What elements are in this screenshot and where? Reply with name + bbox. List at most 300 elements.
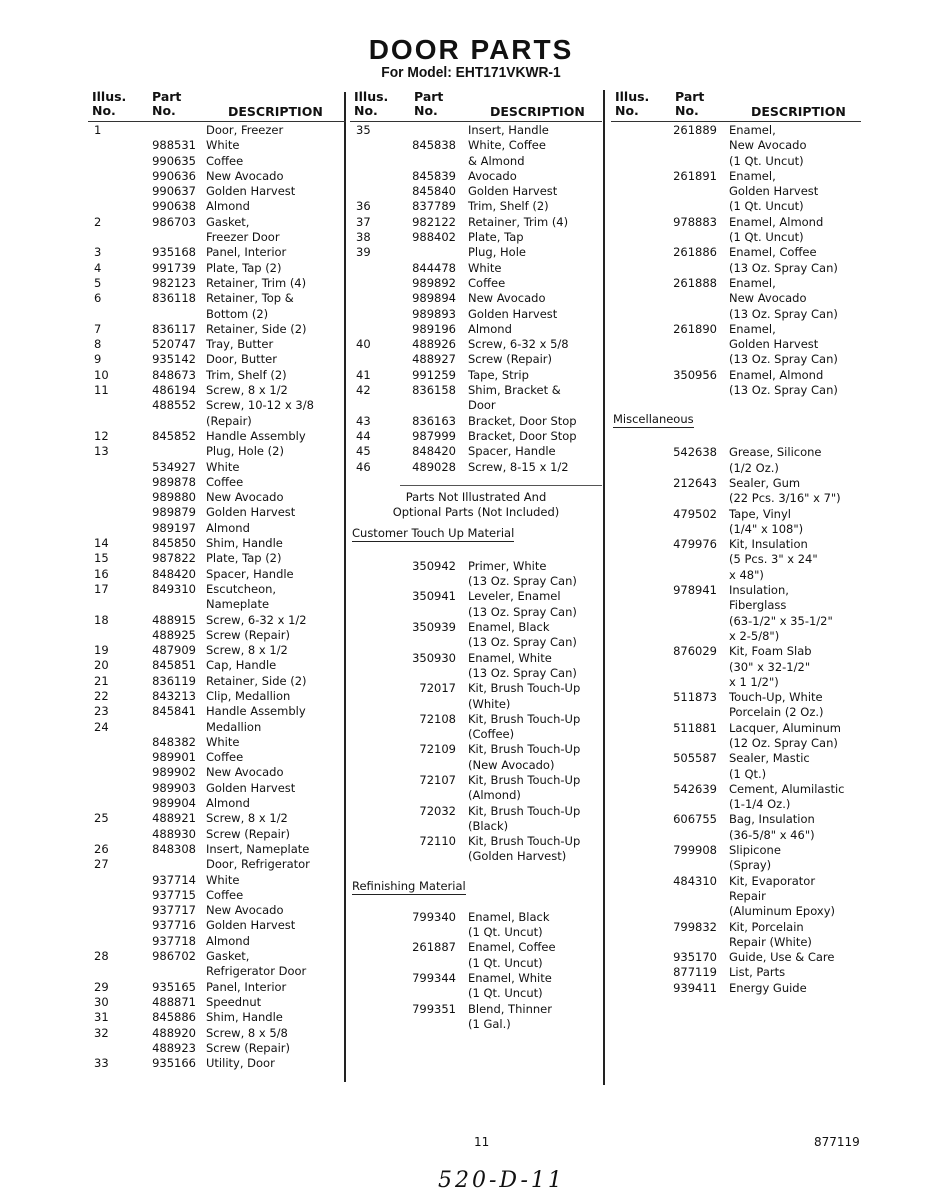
part-number: 799832	[673, 919, 717, 934]
part-number: 837789	[412, 199, 456, 214]
parts-row	[611, 736, 861, 751]
parts-row	[350, 230, 602, 245]
part-description: (1 Qt. Uncut)	[468, 986, 543, 1001]
parts-row	[611, 950, 861, 965]
part-description: Enamel,	[729, 275, 776, 290]
parts-row	[350, 681, 602, 696]
parts-row	[88, 307, 346, 322]
part-description: Retainer, Top &	[206, 291, 294, 306]
part-number: 72110	[419, 834, 456, 849]
illus-number: 16	[94, 566, 109, 581]
part-description: (22 Pcs. 3/16" x 7")	[729, 491, 841, 506]
part-number: 978941	[673, 583, 717, 598]
part-number: 542639	[673, 781, 717, 796]
parts-row	[88, 460, 346, 475]
parts-row	[88, 658, 346, 673]
part-number: 989196	[412, 321, 456, 336]
part-number: 991259	[412, 367, 456, 382]
part-number: 72107	[419, 772, 456, 787]
parts-row	[350, 925, 602, 940]
parts-row	[611, 138, 861, 153]
part-description: (13 Oz. Spray Can)	[468, 665, 577, 680]
parts-row	[611, 660, 861, 675]
illus-number: 8	[94, 337, 102, 352]
refinishing-list	[350, 910, 602, 1032]
parts-row	[611, 675, 861, 690]
handwritten-note: 520-D-11	[438, 1168, 565, 1193]
part-number: 982122	[412, 214, 456, 229]
parts-row	[350, 352, 602, 367]
parts-row	[88, 245, 346, 260]
part-description: New Avocado	[468, 291, 546, 306]
part-description: Handle Assembly	[206, 704, 306, 719]
part-description: Cap, Handle	[206, 658, 277, 673]
part-number: 72032	[419, 803, 456, 818]
parts-row	[611, 644, 861, 659]
parts-row	[88, 414, 346, 429]
parts-row	[350, 169, 602, 184]
part-description: Energy Guide	[729, 980, 807, 995]
parts-row	[611, 858, 861, 873]
parts-row	[350, 788, 602, 803]
part-description: Screw, 10-12 x 3/8	[206, 398, 314, 413]
parts-row	[611, 368, 861, 383]
part-number: 261889	[673, 123, 717, 137]
parts-row	[88, 827, 346, 842]
illus-number: 6	[94, 291, 102, 306]
parts-row	[611, 889, 861, 904]
part-number: 848382	[152, 734, 196, 749]
part-description: (Black)	[468, 818, 509, 833]
part-description: Screw, 8 x 1/2	[206, 643, 288, 658]
part-number: 845886	[152, 1010, 196, 1025]
parts-row	[88, 490, 346, 505]
parts-row	[88, 184, 346, 199]
part-description: Touch-Up, White	[729, 690, 823, 705]
parts-row	[88, 857, 346, 872]
illus-number: 19	[94, 643, 109, 658]
part-number: 989901	[152, 750, 196, 765]
parts-row	[350, 184, 602, 199]
parts-row	[350, 574, 602, 589]
parts-row	[88, 276, 346, 291]
illus-number: 11	[94, 383, 109, 398]
part-description: (1 Qt. Uncut)	[729, 199, 804, 214]
header-part: Part	[675, 89, 705, 104]
illus-number: 39	[356, 245, 371, 260]
part-description: Insert, Handle	[468, 123, 549, 137]
parts-row	[88, 261, 346, 276]
part-number: 937716	[152, 918, 196, 933]
illus-number: 33	[94, 1056, 109, 1071]
part-number: 836163	[412, 413, 456, 428]
part-description: Door	[468, 398, 496, 413]
part-description: White, Coffee	[468, 138, 546, 153]
parts-row	[611, 583, 861, 598]
part-description: Fiberglass	[729, 598, 787, 613]
part-number: 799344	[412, 970, 456, 985]
parts-row	[88, 429, 346, 444]
part-description: Avocado	[468, 168, 517, 183]
part-description: (1 Qt. Uncut)	[729, 230, 804, 245]
parts-row	[611, 307, 861, 322]
part-description: Primer, White	[468, 558, 547, 573]
illus-number: 20	[94, 658, 109, 673]
part-number: 505587	[673, 751, 717, 766]
parts-row	[88, 918, 346, 933]
part-number: 845840	[412, 184, 456, 199]
parts-row	[350, 291, 602, 306]
parts-row	[350, 154, 602, 169]
parts-row	[611, 276, 861, 291]
parts-row	[611, 629, 861, 644]
parts-row	[611, 245, 861, 260]
parts-row	[88, 567, 346, 582]
part-description: White	[206, 734, 240, 749]
parts-row	[611, 690, 861, 705]
part-description: Golden Harvest	[206, 918, 296, 933]
parts-row	[88, 352, 346, 367]
part-number: 261890	[673, 321, 717, 336]
part-description: Almond	[206, 933, 250, 948]
part-number: 876029	[673, 644, 717, 659]
parts-row	[88, 337, 346, 352]
parts-row	[350, 910, 602, 925]
part-number: 982123	[152, 275, 196, 290]
part-description: Kit, Brush Touch-Up	[468, 742, 581, 757]
parts-row	[350, 742, 602, 757]
parts-row	[350, 819, 602, 834]
part-description: Spacer, Handle	[468, 444, 556, 459]
parts-row	[350, 712, 602, 727]
part-description: Retainer, Trim (4)	[206, 275, 307, 290]
part-description: Golden Harvest	[206, 505, 296, 520]
parts-row	[88, 613, 346, 628]
part-description: (36-5/8" x 46")	[729, 827, 815, 842]
illus-number: 41	[356, 367, 371, 382]
parts-row	[88, 291, 346, 306]
part-description: (Aluminum Epoxy)	[729, 904, 836, 919]
part-description: (13 Oz. Spray Can)	[468, 574, 577, 589]
part-description: Tape, Strip	[468, 367, 529, 382]
parts-row	[88, 765, 346, 780]
part-description: Screw, 8 x 5/8	[206, 1025, 288, 1040]
parts-column-1	[88, 90, 346, 1071]
parts-row	[350, 773, 602, 788]
part-description: New Avocado	[206, 168, 284, 183]
part-description: Gasket,	[206, 949, 250, 964]
part-number: 989892	[412, 275, 456, 290]
part-number: 989879	[152, 505, 196, 520]
parts-row	[350, 215, 602, 230]
illus-number: 26	[94, 841, 109, 856]
section-customer-touch-up	[350, 526, 602, 541]
part-number: 848673	[152, 367, 196, 382]
part-number: 988402	[412, 230, 456, 245]
parts-row	[611, 843, 861, 858]
part-description: Enamel, Almond	[729, 367, 824, 382]
header-description: DESCRIPTION	[490, 104, 585, 119]
part-description: Speednut	[206, 994, 262, 1009]
part-number: 989904	[152, 796, 196, 811]
part-number: 989197	[152, 520, 196, 535]
header-description: DESCRIPTION	[751, 104, 846, 119]
parts-row	[350, 444, 602, 459]
illus-number: 45	[356, 444, 371, 459]
part-description: (1/4" x 108")	[729, 521, 804, 536]
column-header	[88, 90, 346, 123]
parts-row	[350, 666, 602, 681]
illus-number: 7	[94, 321, 102, 336]
document-code: 877119	[814, 1135, 860, 1149]
part-description: Kit, Brush Touch-Up	[468, 803, 581, 818]
model-subtitle: For Model: EHT171VKWR-1	[381, 64, 561, 81]
part-number: 488920	[152, 1025, 196, 1040]
illus-number: 35	[356, 123, 371, 137]
part-description: Trim, Shelf (2)	[468, 199, 549, 214]
part-description: Coffee	[468, 275, 506, 290]
illus-number: 3	[94, 245, 102, 260]
section-refinishing	[350, 879, 602, 894]
part-number: 877119	[673, 965, 717, 980]
part-number: 937718	[152, 933, 196, 948]
part-number: 261888	[673, 275, 717, 290]
part-description: Bottom (2)	[206, 306, 269, 321]
part-description: Handle Assembly	[206, 428, 306, 443]
part-description: Golden Harvest	[729, 184, 819, 199]
part-number: 72109	[419, 742, 456, 757]
part-number: 990638	[152, 199, 196, 214]
illus-number: 21	[94, 673, 109, 688]
part-number: 484310	[673, 873, 717, 888]
part-description: (1 Gal.)	[468, 1016, 511, 1031]
refinishing-continued-list	[611, 123, 861, 398]
header-part-no: No.	[414, 103, 438, 118]
parts-row	[88, 521, 346, 536]
parts-row	[88, 475, 346, 490]
section-title: Customer Touch Up Material	[352, 525, 515, 540]
part-number: 836158	[412, 383, 456, 398]
part-number: 937715	[152, 887, 196, 902]
part-number: 488552	[152, 398, 196, 413]
part-description: Screw, 8-15 x 1/2	[468, 459, 569, 474]
part-description: Enamel, White	[468, 650, 552, 665]
illus-number: 28	[94, 949, 109, 964]
part-number: 845850	[152, 536, 196, 551]
section-title: Miscellaneous	[613, 412, 694, 427]
parts-row	[611, 904, 861, 919]
part-number: 350942	[412, 558, 456, 573]
parts-row	[88, 888, 346, 903]
part-description: (13 Oz. Spray Can)	[729, 306, 838, 321]
part-number: 488921	[152, 811, 196, 826]
parts-row	[611, 598, 861, 613]
part-description: Door, Refrigerator	[206, 857, 310, 872]
part-description: (1 Qt. Uncut)	[729, 153, 804, 168]
header-underline	[350, 121, 602, 122]
part-description: Shim, Handle	[206, 536, 283, 551]
part-description: (13 Oz. Spray Can)	[468, 635, 577, 650]
parts-row	[611, 476, 861, 491]
part-number: 261886	[673, 245, 717, 260]
part-description: Bracket, Door Stop	[468, 428, 577, 443]
part-number: 988531	[152, 138, 196, 153]
part-number: 845851	[152, 658, 196, 673]
parts-row	[350, 727, 602, 742]
part-description: Bracket, Door Stop	[468, 413, 577, 428]
part-description: (1-1/4 Oz.)	[729, 797, 791, 812]
parts-row	[88, 398, 346, 413]
part-description: (New Avocado)	[468, 757, 555, 772]
parts-row	[611, 230, 861, 245]
part-number: 534927	[152, 459, 196, 474]
part-number: 488871	[152, 994, 196, 1009]
part-number: 845838	[412, 138, 456, 153]
part-description: Screw, 8 x 1/2	[206, 811, 288, 826]
part-description: Porcelain (2 Oz.)	[729, 705, 824, 720]
parts-row	[88, 995, 346, 1010]
part-description: New Avocado	[206, 765, 284, 780]
part-description: Insulation,	[729, 583, 789, 598]
parts-row	[88, 964, 346, 979]
header-illus: Illus.	[615, 89, 650, 104]
parts-row	[611, 552, 861, 567]
part-number: 935166	[152, 1056, 196, 1071]
illus-number: 24	[94, 719, 109, 734]
parts-row	[350, 383, 602, 398]
page-title: DOOR PARTS	[368, 34, 574, 65]
illus-number: 1	[94, 123, 102, 137]
parts-row	[350, 307, 602, 322]
header-description: DESCRIPTION	[228, 104, 323, 119]
part-description: Shim, Handle	[206, 1010, 283, 1025]
parts-row	[88, 873, 346, 888]
part-description: Kit, Brush Touch-Up	[468, 681, 581, 696]
illus-number: 23	[94, 704, 109, 719]
parts-row	[611, 812, 861, 827]
part-description: White	[468, 260, 502, 275]
part-number: 261887	[412, 940, 456, 955]
part-description: (5 Pcs. 3" x 24"	[729, 552, 818, 567]
part-number: 487909	[152, 643, 196, 658]
part-description: Almond	[206, 520, 250, 535]
illus-number: 38	[356, 230, 371, 245]
part-description: White	[206, 872, 240, 887]
part-description: Door, Butter	[206, 352, 277, 367]
parts-row	[611, 782, 861, 797]
part-description: Enamel, Almond	[729, 214, 824, 229]
part-description: (Almond)	[468, 788, 521, 803]
part-description: Grease, Silicone	[729, 445, 822, 460]
parts-row	[88, 1041, 346, 1056]
parts-row	[88, 980, 346, 995]
parts-row	[88, 505, 346, 520]
parts-row	[611, 705, 861, 720]
part-description: Tape, Vinyl	[729, 506, 791, 521]
column-divider-2	[603, 90, 605, 1085]
parts-row	[88, 750, 346, 765]
parts-row	[611, 721, 861, 736]
parts-row	[611, 184, 861, 199]
part-number: 990636	[152, 168, 196, 183]
parts-row	[350, 940, 602, 955]
parts-row	[350, 123, 602, 138]
part-description: Plate, Tap (2)	[206, 551, 282, 566]
part-description: Leveler, Enamel	[468, 589, 561, 604]
part-number: 935165	[152, 979, 196, 994]
part-number: 511881	[673, 720, 717, 735]
part-description: Enamel, Black	[468, 620, 550, 635]
header-underline	[88, 121, 346, 122]
part-description: Screw (Repair)	[206, 1040, 291, 1055]
parts-row	[88, 154, 346, 169]
parts-row	[611, 169, 861, 184]
part-number: 350939	[412, 620, 456, 635]
parts-row	[611, 337, 861, 352]
part-number: 520747	[152, 337, 196, 352]
part-description: & Almond	[468, 153, 525, 168]
part-description: Enamel,	[729, 168, 776, 183]
part-number: 72017	[419, 681, 456, 696]
parts-row	[350, 804, 602, 819]
part-number: 848308	[152, 841, 196, 856]
part-description: Refrigerator Door	[206, 964, 307, 979]
part-description: Plate, Tap	[468, 230, 524, 245]
illus-number: 44	[356, 428, 371, 443]
part-description: Spacer, Handle	[206, 566, 294, 581]
parts-row	[611, 522, 861, 537]
parts-row	[350, 460, 602, 475]
part-number: 843213	[152, 688, 196, 703]
part-description: (Spray)	[729, 858, 772, 873]
parts-row	[611, 199, 861, 214]
part-number: 989880	[152, 490, 196, 505]
part-number: 937717	[152, 903, 196, 918]
part-number: 844478	[412, 260, 456, 275]
part-description: Almond	[206, 796, 250, 811]
header-illus-no: No.	[354, 103, 378, 118]
part-description: Plug, Hole	[468, 245, 526, 260]
parts-column-2	[350, 90, 602, 1032]
parts-row	[88, 582, 346, 597]
miscellaneous-list	[611, 445, 861, 996]
part-description: (1/2 Oz.)	[729, 460, 779, 475]
illus-number: 29	[94, 979, 109, 994]
header-illus: Illus.	[92, 89, 127, 104]
illus-number: 36	[356, 199, 371, 214]
parts-row	[350, 368, 602, 383]
illus-number: 31	[94, 1010, 109, 1025]
part-description: (13 Oz. Spray Can)	[729, 260, 838, 275]
parts-row	[350, 758, 602, 773]
parts-row	[611, 965, 861, 980]
part-description: Plug, Hole (2)	[206, 444, 284, 459]
part-description: Screw (Repair)	[468, 352, 553, 367]
parts-row	[611, 352, 861, 367]
part-description: Shim, Bracket &	[468, 383, 561, 398]
header-part: Part	[152, 89, 182, 104]
parts-row	[350, 261, 602, 276]
part-description: (13 Oz. Spray Can)	[729, 352, 838, 367]
parts-row	[88, 199, 346, 214]
part-number: 489028	[412, 459, 456, 474]
parts-column-3	[611, 90, 861, 996]
part-number: 486194	[152, 383, 196, 398]
part-description: New Avocado	[206, 490, 284, 505]
part-description: Guide, Use & Care	[729, 950, 835, 965]
parts-row	[88, 444, 346, 459]
part-number: 991739	[152, 260, 196, 275]
